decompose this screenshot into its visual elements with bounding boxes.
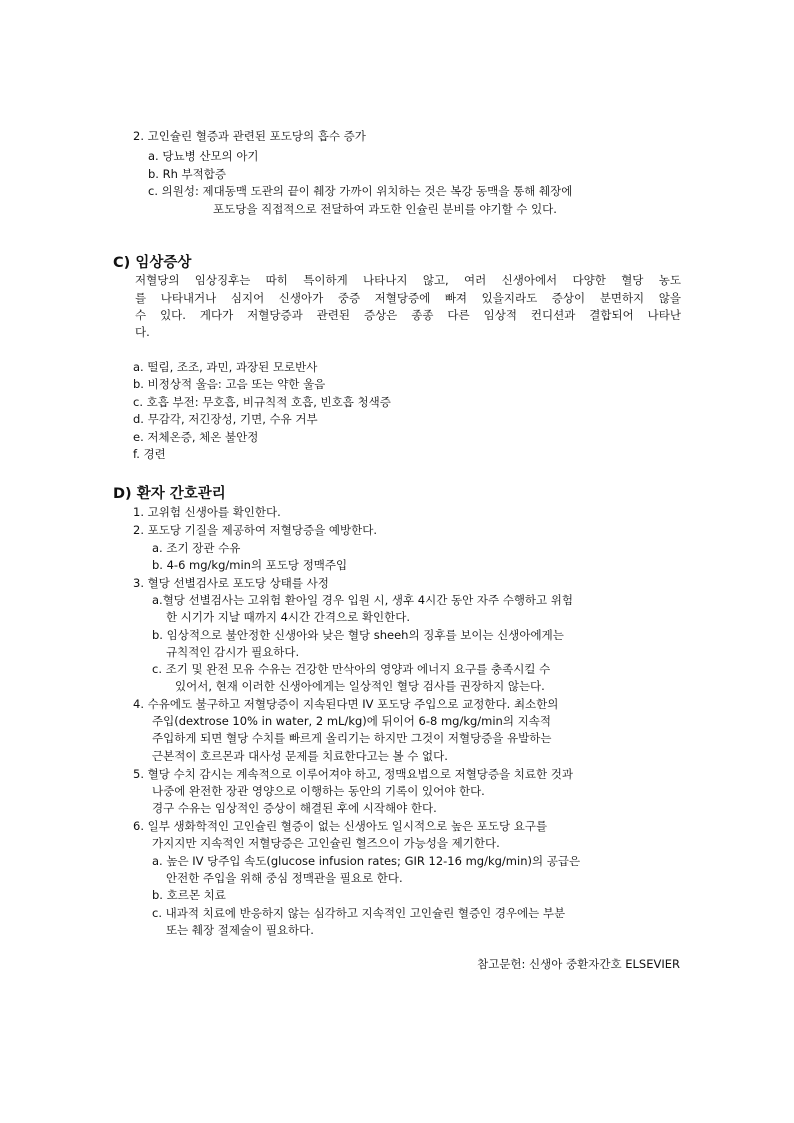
section-c-paragraph-line2: 를 나타내거나 심지어 신생아가 중증 저혈당증에 빠져 있을지라도 증상이 분면하지 않을 [135,291,681,305]
care-item-4-line4: 근본적이 호르몬과 대사성 문제를 치료한다고는 볼 수 없다. [152,749,448,763]
care-item-6-line2: 가지지만 지속적인 저혈당증은 고인슐린 혈즈으이 가능성을 제기한다. [152,836,500,850]
symptom-item-c: c. 호흡 부전: 무호흡, 비규칙적 호흡, 빈호흡 청색증 [133,395,391,409]
care-item-5-line1: 5. 혈당 수치 감시는 계속적으로 이루어져야 하고, 정맥요법으로 저혈당증을 치료한 것과 [133,767,573,781]
care-item-2a: a. 조기 장관 수유 [152,541,241,555]
care-item-3c-line2: 있어서, 현재 이러한 신생아에게는 일상적인 혈당 검사를 권장하지 않는다. [175,679,545,693]
cause-item-2b: b. Rh 부적합증 [148,167,226,181]
care-item-5-line3: 경구 수유는 임상적인 증상이 해결된 후에 시작해야 한다. [152,801,437,815]
section-c-paragraph-line4: 다. [135,325,150,339]
cause-item-2a: a. 당뇨병 산모의 아기 [148,149,259,163]
symptom-item-f: f. 경련 [133,447,166,461]
reference-citation: 참고문헌: 신생아 중환자간호 ELSEVIER [477,957,680,971]
section-c-heading: C) 임상증상 [113,255,192,271]
care-item-6c-line2: 또는 췌장 절제술이 필요하다. [166,923,314,937]
care-item-3: 3. 혈당 선별검사로 포도당 상태를 사정 [133,576,329,590]
care-item-4-line3: 주입하게 되면 혈당 수치를 빠르게 올리기는 하지만 그것이 저혈당증을 유발하는 [152,731,552,745]
care-item-4-line1: 4. 수유에도 불구하고 저혈당증이 지속된다면 IV 포도당 주입으로 교정한다. 최소한의 [133,697,559,711]
section-c-paragraph-line1: 저혈당의 임상징후는 따히 특이하게 나타나지 않고, 여러 신생아에서 다양한 혈당 농도 [135,273,681,287]
care-item-3b-line1: b. 임상적으로 불안정한 신생아와 낮은 혈당 sheeh의 징후를 보이는 신생아에게는 [152,628,564,642]
care-item-3a-line1: a.혈당 선별검사는 고위험 환아일 경우 입원 시, 생후 4시간 동안 자주 수행하고 위험 [152,593,574,607]
care-item-3c-line1: c. 조기 및 완전 모유 수유는 건강한 만삭아의 영양과 에너지 요구를 충족시킬 수 [152,662,551,676]
section-c-paragraph-line3: 수 있다. 게다가 저혈당증과 관련된 증상은 종종 다른 임상적 컨디션과 결합되어 나타난 [135,308,681,322]
cause-item-2c-line1: c. 의원성: 제대동맥 도관의 끝이 췌장 가까이 위치하는 것은 복강 동맥을 통해 췌장에 [148,184,573,198]
care-item-4-line2: 주입(dextrose 10% in water, 2 mL/kg)에 뒤이어 6-8 mg/kg/min의 지속적 [152,714,551,728]
care-item-3b-line2: 규칙적인 감시가 필요하다. [166,645,300,659]
care-item-1: 1. 고위험 신생아를 확인한다. [133,505,281,519]
symptom-item-b: b. 비정상적 울음: 고음 또는 약한 울음 [133,377,326,391]
section-d-heading: D) 환자 간호관리 [113,486,226,502]
care-item-5-line2: 나중에 완전한 장관 영양으로 이행하는 동안의 기록이 있어야 한다. [152,784,485,798]
care-item-6-line1: 6. 일부 생화학적인 고인슐린 혈증이 없는 신생아도 일시적으로 높은 포도당 요구를 [133,819,548,833]
symptom-item-d: d. 무감각, 저긴장성, 기면, 수유 거부 [133,412,318,426]
care-item-2b: b. 4-6 mg/kg/min의 포도당 정맥주입 [152,558,348,572]
symptom-item-e: e. 저체온증, 체온 불안정 [133,430,259,444]
care-item-6a-line2: 안전한 주입을 위해 중심 정맥관을 필요로 한다. [166,871,403,885]
care-item-2: 2. 포도당 기질을 제공하여 저혈당증을 예방한다. [133,523,377,537]
cause-item-2: 2. 고인슐린 혈증과 관련된 포도당의 흡수 증가 [133,129,366,143]
care-item-3a-line2: 한 시기가 지날 때까지 4시간 간격으로 확인한다. [166,610,410,624]
symptom-item-a: a. 떨림, 조조, 과민, 과장된 모로반사 [133,360,318,374]
care-item-6c-line1: c. 내과적 치료에 반응하지 않는 심각하고 지속적인 고인슐린 혈증인 경우에는 부분 [152,906,566,920]
care-item-6a-line1: a. 높은 IV 당주입 속도(glucose infusion rates; GIR 12-16 mg/kg/min)의 공급은 [152,854,581,868]
care-item-6b: b. 호르몬 치료 [152,888,226,902]
cause-item-2c-line2: 포도당을 직접적으로 전달하여 과도한 인슐린 분비를 야기할 수 있다. [213,202,557,216]
